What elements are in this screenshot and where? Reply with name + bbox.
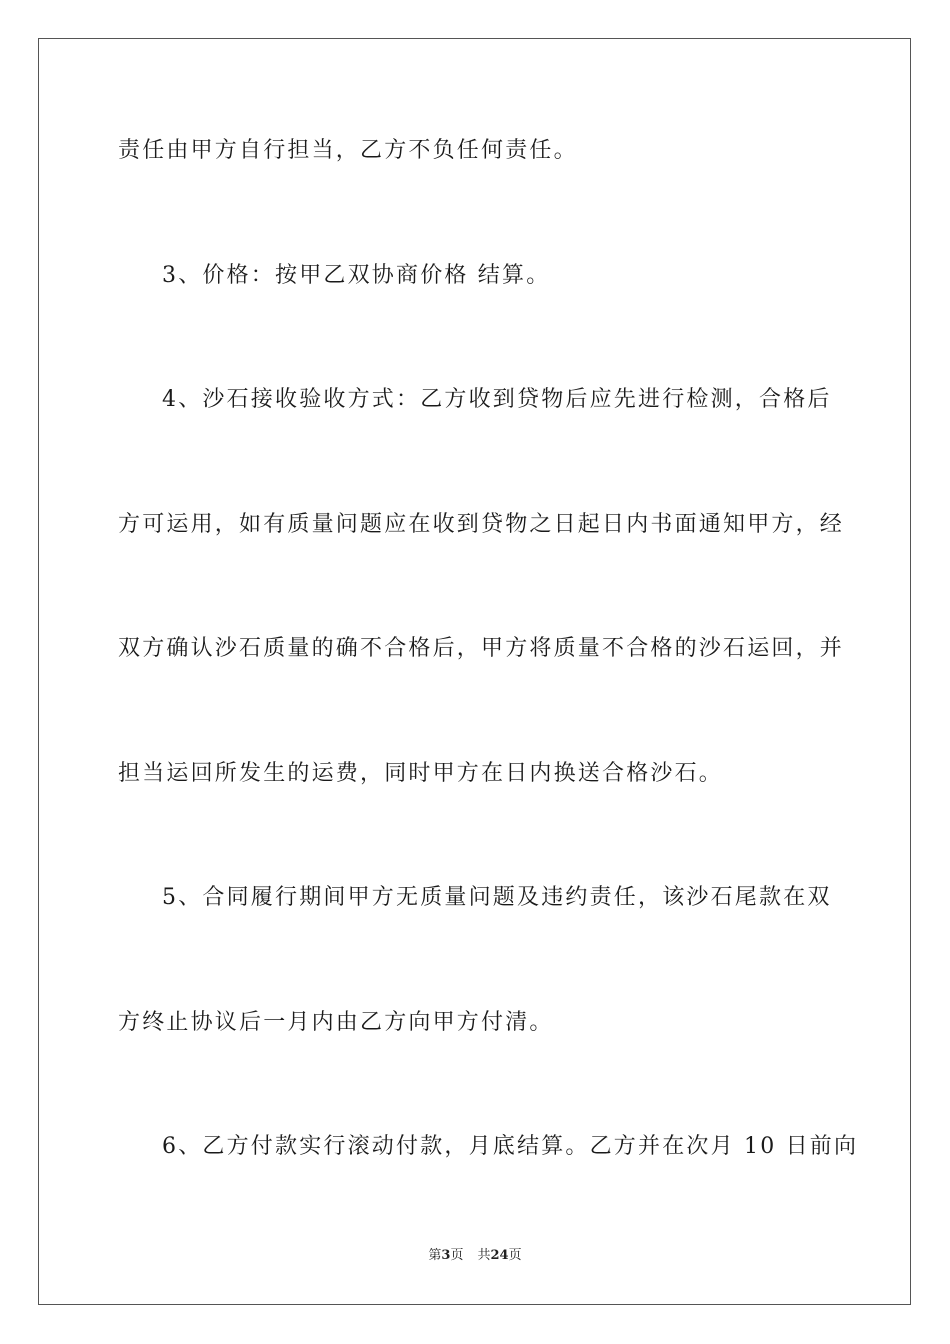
page-border — [38, 38, 911, 1305]
page-suffix: 页 — [450, 1248, 464, 1263]
page-number: 3 — [441, 1248, 451, 1263]
paragraph-line: 5、合同履行期间甲方无质量问题及违约责任，该沙石尾款在双 — [162, 885, 832, 910]
total-prefix: 共 — [477, 1248, 491, 1263]
page-footer — [0, 1247, 950, 1265]
paragraph-line: 方可运用，如有质量问题应在收到贷物之日起日内书面通知甲方，经 — [118, 512, 845, 537]
paragraph-line: 担当运回所发生的运费，同时甲方在日内换送合格沙石。 — [118, 761, 724, 786]
total-suffix: 页 — [508, 1248, 522, 1263]
page-prefix: 第 — [428, 1248, 442, 1263]
paragraph-line: 3、价格：按甲乙双协商价格 结算。 — [162, 263, 551, 288]
paragraph-line: 方终止协议后一月内由乙方向甲方付清。 — [118, 1010, 554, 1035]
paragraph-line: 6、乙方付款实行滚动付款，月底结算。乙方并在次月 10 日前向 — [162, 1134, 859, 1159]
paragraph-line: 责任由甲方自行担当，乙方不负任何责任。 — [118, 138, 578, 163]
paragraph-line: 4、沙石接收验收方式：乙方收到贷物后应先进行检测，合格后 — [162, 387, 832, 412]
total-pages: 24 — [490, 1248, 509, 1263]
paragraph-line: 双方确认沙石质量的确不合格后，甲方将质量不合格的沙石运回，并 — [118, 636, 845, 661]
